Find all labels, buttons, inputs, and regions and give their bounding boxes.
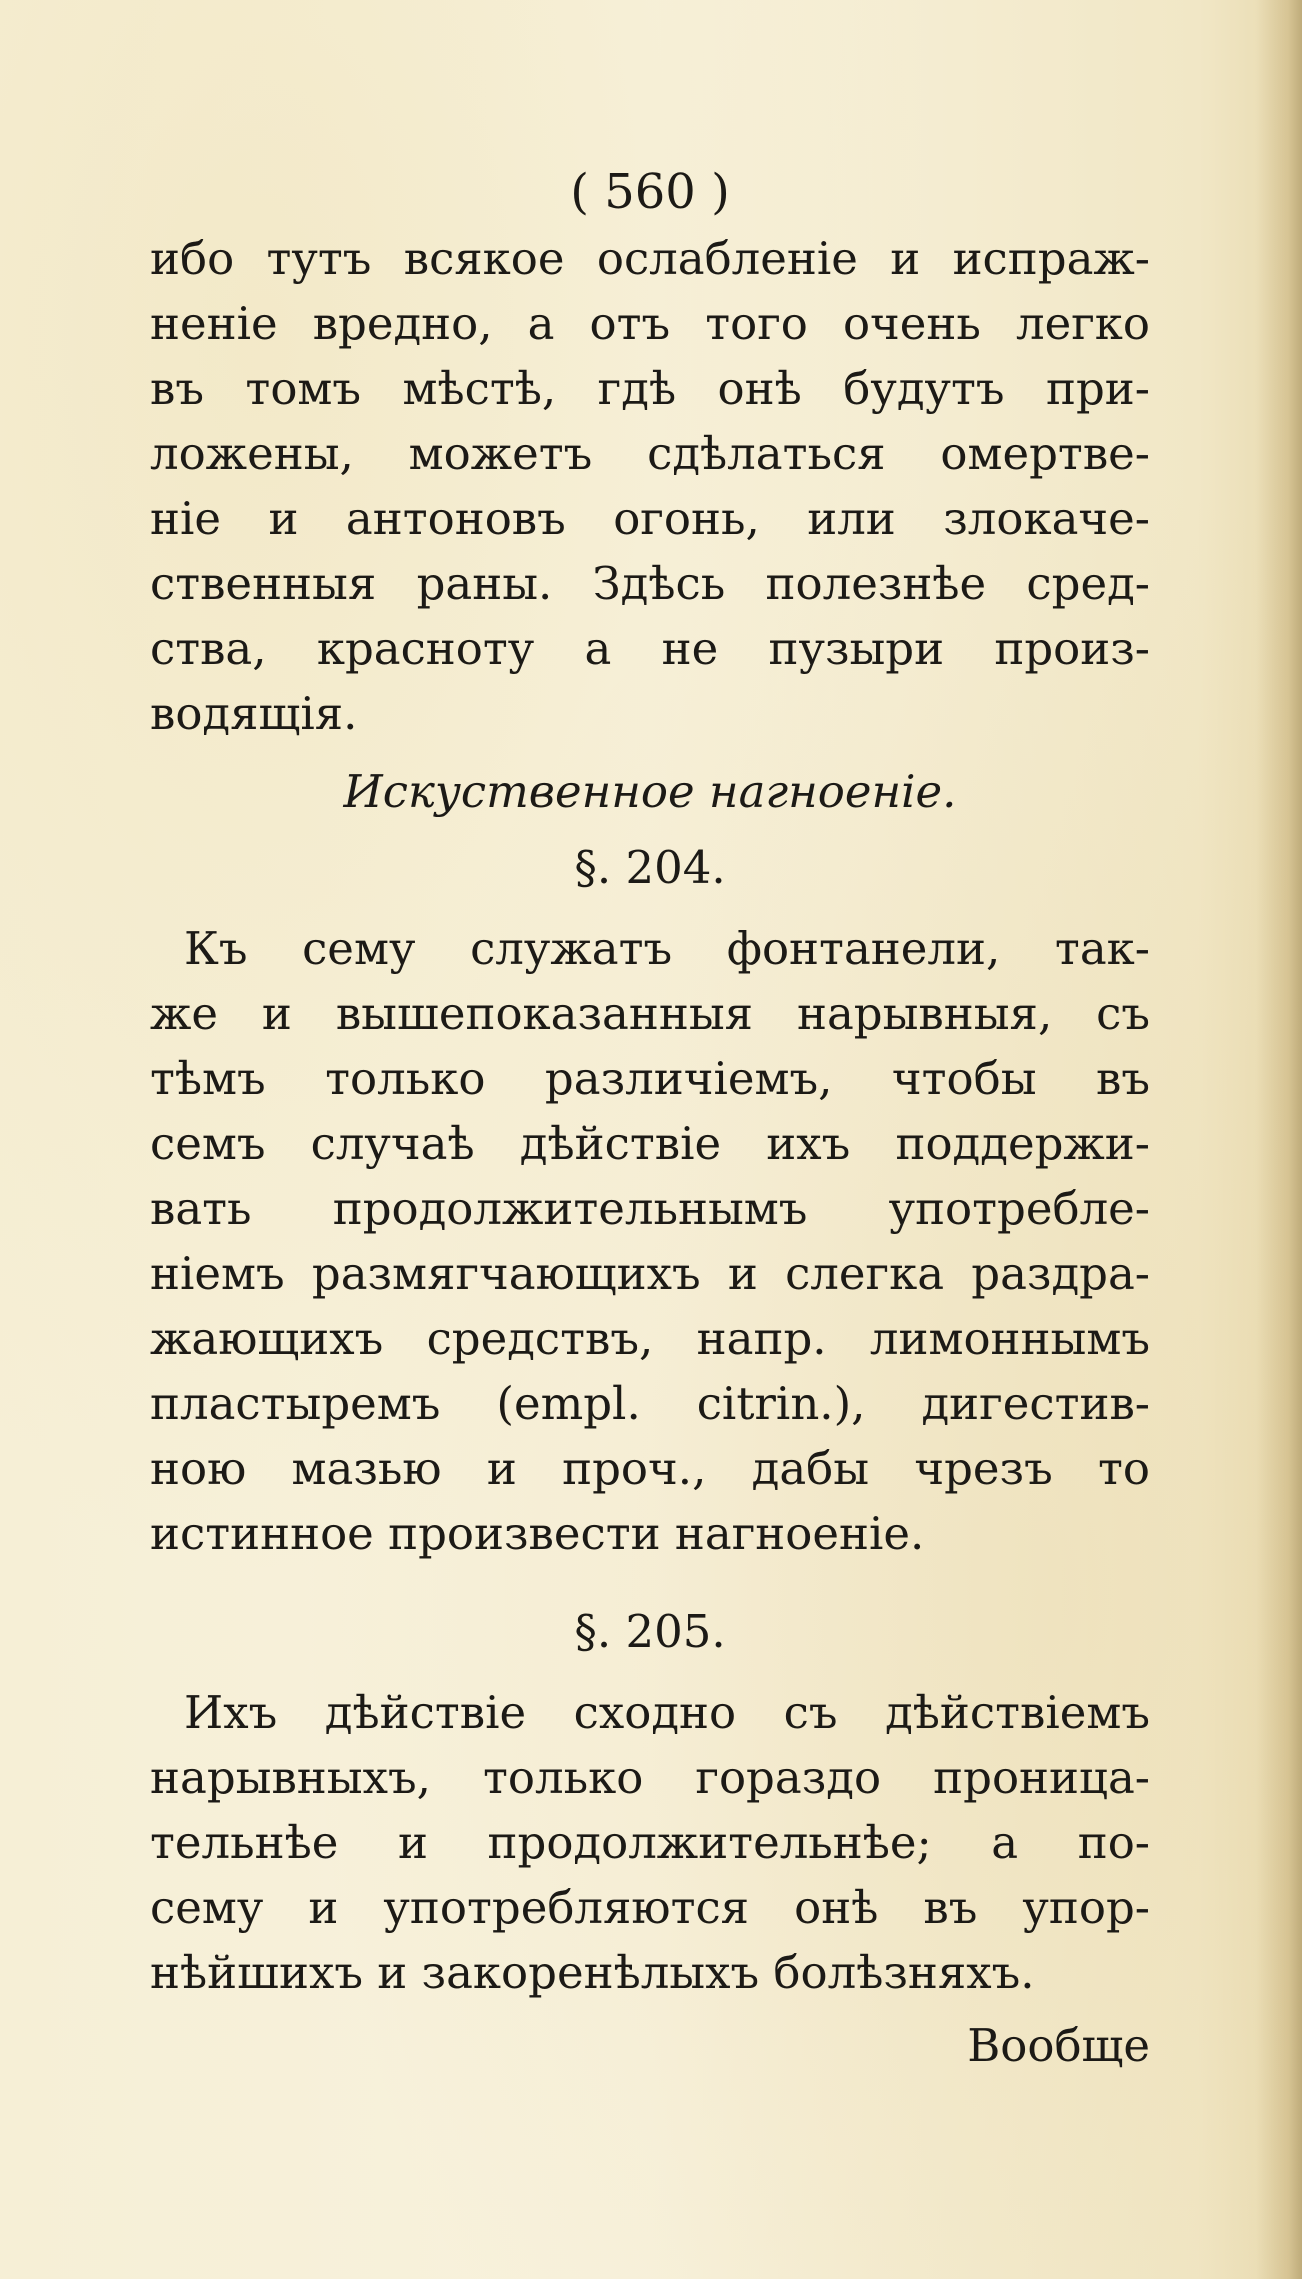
page-edge-shadow	[1256, 0, 1302, 2279]
text-line: ною мазью и проч., дабы чрезъ то	[150, 1442, 1150, 1495]
text-line: нiе и антоновъ огонь, или злокаче-	[150, 492, 1150, 545]
text-line: водящiя.	[150, 687, 358, 740]
text-line: сему и употребляются онѣ въ упор-	[150, 1881, 1150, 1934]
catchword: Вообще	[967, 2019, 1150, 2072]
text-block	[150, 160, 1150, 2081]
text-line: Къ сему служатъ фонтанели, так-	[184, 922, 1150, 975]
text-line: ства, краснoту а не пузыри произ-	[150, 622, 1150, 675]
text-line: жающихъ средствъ, напр. лимоннымъ	[150, 1312, 1150, 1365]
text-line: семъ случаѣ дѣйствiе ихъ поддержи-	[150, 1117, 1150, 1170]
text-line: истинное произвести нагноенiе.	[150, 1507, 925, 1560]
text-line: же и вышепоказанныя нарывныя, съ	[150, 987, 1150, 1040]
section-number-205: §. 205.	[574, 1605, 726, 1658]
text-line: ложены, можетъ сдѣлаться омертве-	[150, 427, 1150, 480]
text-line: вать продолжительнымъ употребле-	[150, 1182, 1150, 1235]
text-line: нѣйшихъ и закоренѣлыхъ болѣзняхъ.	[150, 1946, 1035, 1999]
continuation-paragraph	[150, 226, 1150, 746]
section-heading: Искуственное нагноенiе.	[343, 765, 957, 818]
text-line: Ихъ дѣйствiе сходно съ дѣйствiемъ	[184, 1686, 1150, 1739]
text-line: въ томъ мѣстѣ, гдѣ онѣ будутъ при-	[150, 362, 1150, 415]
paragraph-204	[150, 916, 1150, 1566]
text-line: пластыремъ (empl. citrin.), дигестив-	[150, 1377, 1150, 1430]
page-number: ( 560 )	[570, 164, 730, 220]
text-line: тельнѣе и продолжительнѣе; а по-	[150, 1816, 1150, 1869]
text-line: тѣмъ только различiемъ, чтобы въ	[150, 1052, 1150, 1105]
text-line: ственныя раны. Здѣсь полезнѣе сред-	[150, 557, 1150, 610]
text-line: нарывныхъ, только гораздо проница-	[150, 1751, 1150, 1804]
text-line: ненiе вредно, а отъ того очень легко	[150, 297, 1150, 350]
text-line: ибо тутъ всякое ослабленiе и испраж-	[150, 232, 1150, 285]
paragraph-205	[150, 1680, 1150, 2005]
text-line: нiемъ размягчающихъ и слегка раздра-	[150, 1247, 1150, 1300]
section-number-204: §. 204.	[574, 841, 726, 894]
